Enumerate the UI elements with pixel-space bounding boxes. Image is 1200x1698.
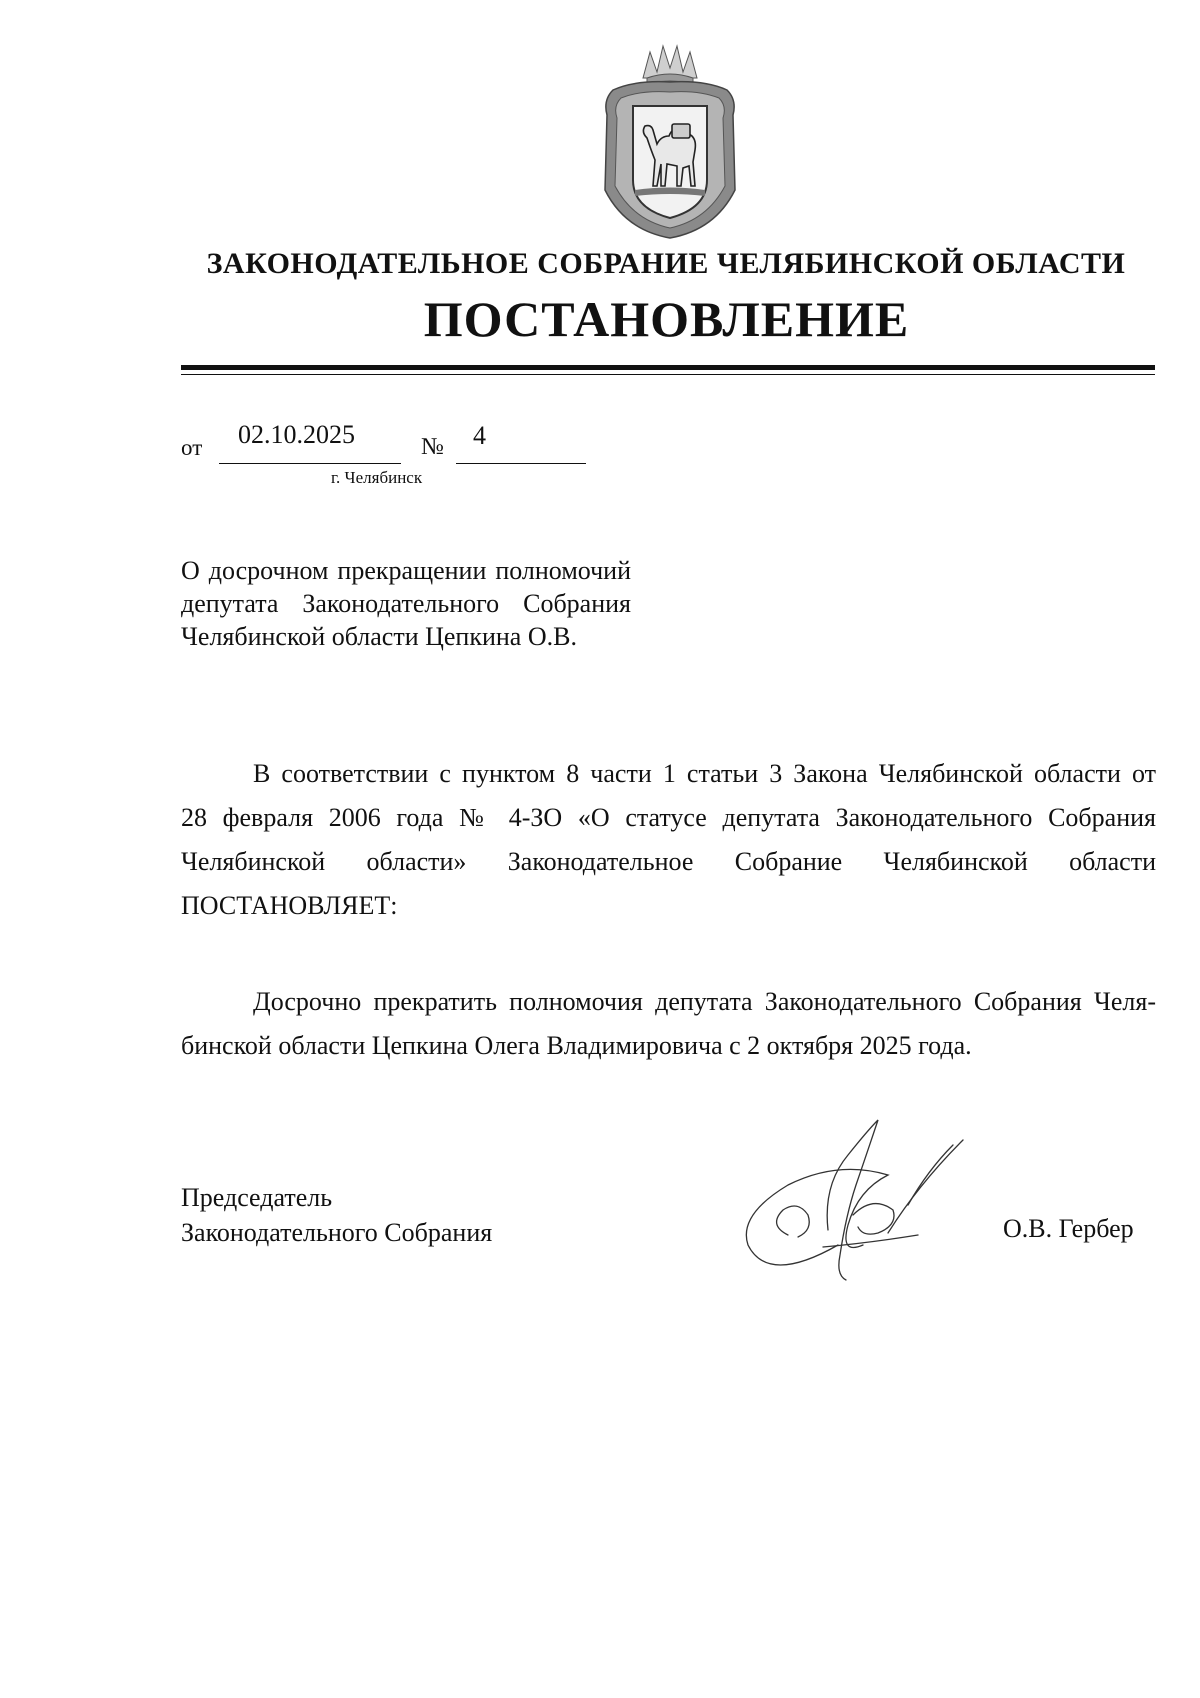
header-divider-thin [181, 374, 1155, 375]
document-type-title: ПОСТАНОВЛЕНИЕ [423, 291, 910, 347]
coat-of-arms-icon [595, 40, 745, 240]
subject-line: Челябинской области Цепкина О.В. [181, 622, 577, 651]
document-subject [181, 554, 631, 653]
paragraph-line: Досрочно прекратить полномочия депутата Законодательного Собрания Челя- [253, 987, 1156, 1016]
paragraph-line: ПОСТАНОВЛЯЕТ: [181, 891, 398, 920]
position-line: Председатель [181, 1183, 333, 1212]
paragraph-line: 28 февраля 2006 года № 4-ЗО «О статусе депутата Законодательного Собрания [181, 803, 1156, 832]
subject-line: О досрочном прекращении полномочий [181, 556, 631, 585]
paragraph-line: В соответствии с пунктом 8 части 1 статьи 3 Закона Челябинской области от [253, 759, 1156, 788]
number-sign-label: № [421, 434, 444, 460]
header-divider-thick [181, 365, 1155, 370]
body-paragraph-1 [181, 752, 1156, 928]
document-date: 02.10.2025 [238, 420, 355, 449]
date-underline [219, 463, 401, 464]
signatory-position [181, 1180, 492, 1250]
signer-name: О.В. Гербер [1003, 1214, 1134, 1243]
organization-name: ЗАКОНОДАТЕЛЬНОЕ СОБРАНИЕ ЧЕЛЯБИНСКОЙ ОБЛАСТИ [206, 247, 1126, 280]
paragraph-line: бинской области Цепкина Олега Владимировича с 2 октября 2025 года. [181, 1031, 972, 1060]
document-number: 4 [473, 421, 486, 450]
body-paragraph-2 [181, 980, 1156, 1068]
paragraph-line: Челябинской области» Законодательное Собрание Челябинской области [181, 847, 1156, 876]
date-prefix-label: от [181, 435, 203, 460]
number-underline [456, 463, 586, 464]
issue-city: г. Челябинск [331, 468, 423, 487]
position-line: Законодательного Собрания [181, 1218, 493, 1247]
subject-line: депутата Законодательного Собрания [181, 589, 631, 618]
handwritten-signature [728, 1115, 968, 1285]
